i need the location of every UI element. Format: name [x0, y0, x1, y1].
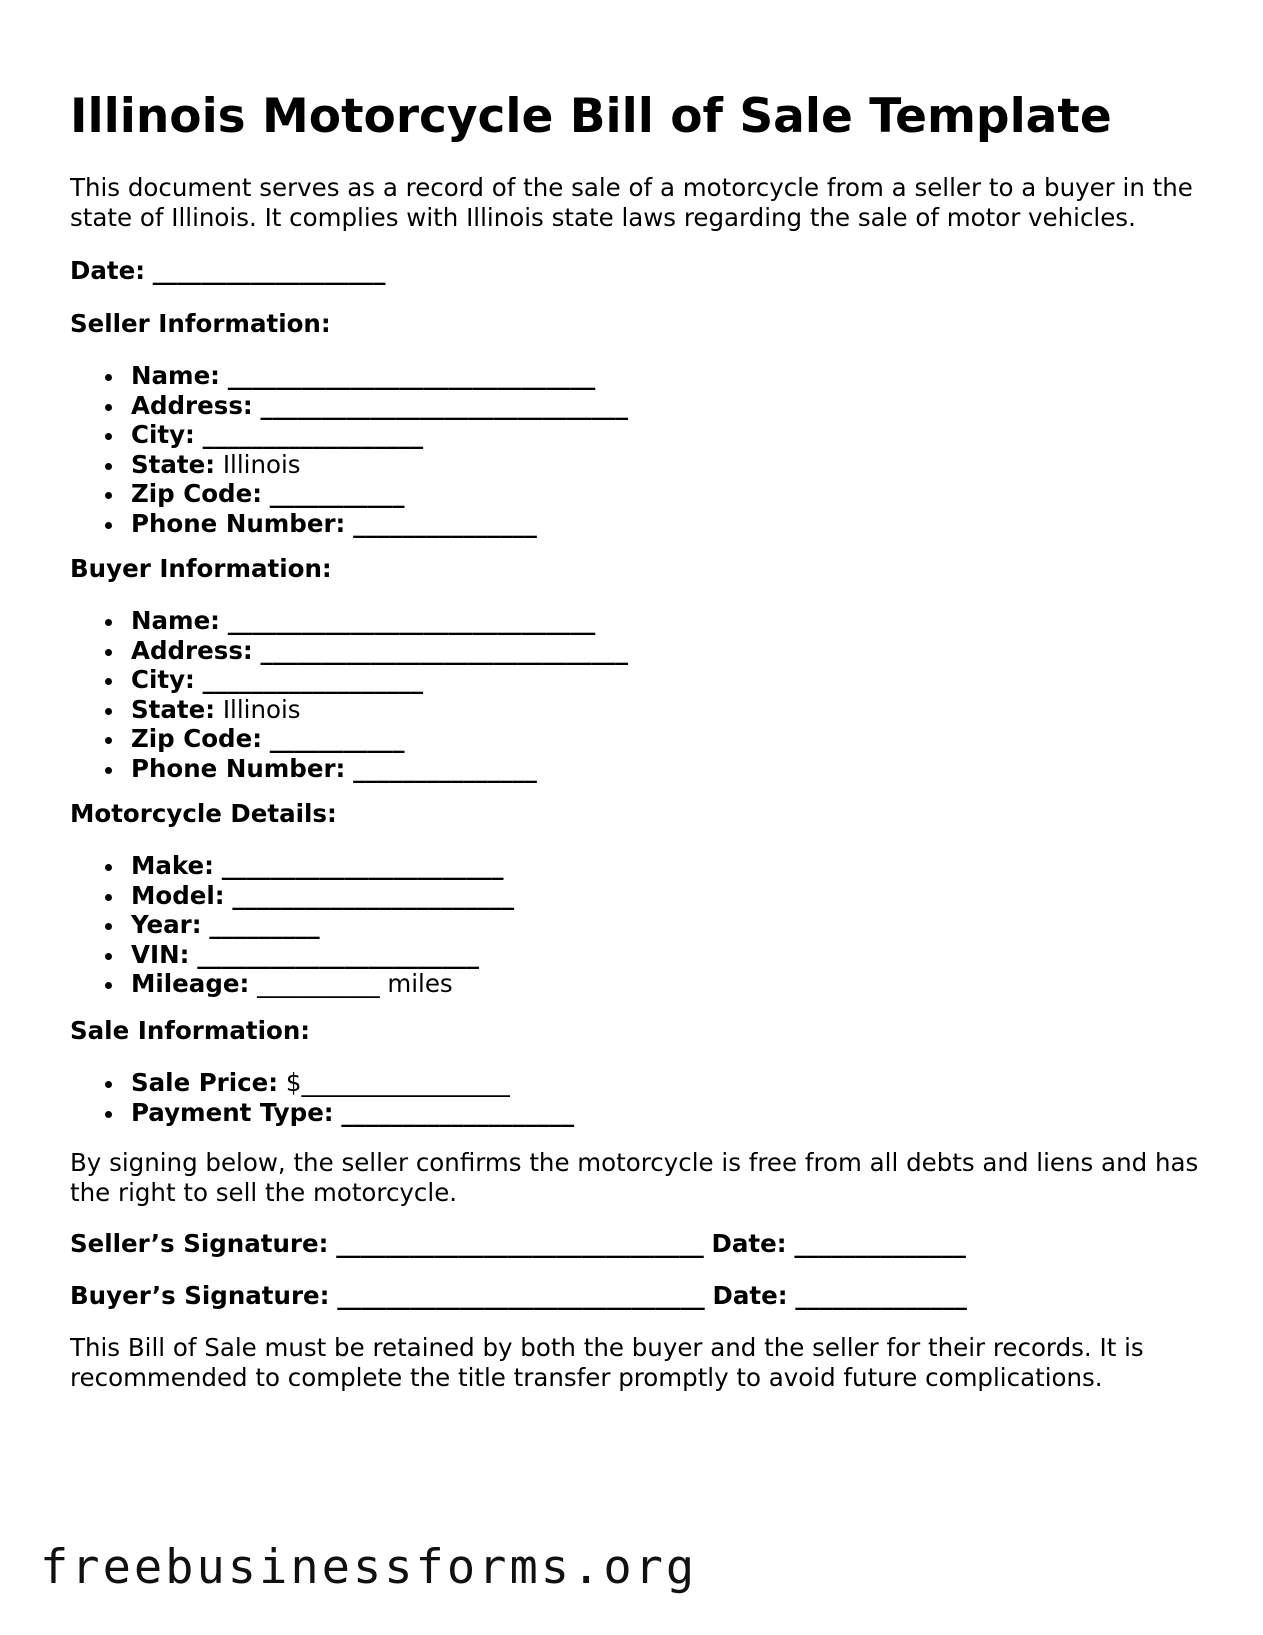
buyer-zip-blank[interactable]: ___________ [269, 724, 405, 753]
buyer-state-value: Illinois [222, 694, 301, 724]
field-label: City: [131, 665, 195, 694]
date-line [70, 256, 386, 286]
field-label: City: [131, 420, 195, 449]
seller-address-item [70, 391, 628, 421]
seller-state-item [70, 450, 628, 480]
seller-zip-item [70, 479, 628, 509]
field-label: Make: [131, 851, 214, 880]
buyer-signature-blank[interactable]: ______________________________ [337, 1281, 705, 1310]
motorcycle-list [70, 851, 514, 999]
closing-paragraph: This Bill of Sale must be retained by both the buyer and the seller for their records. It is recommended to complete the title transfer promptly to avoid future complications. [70, 1333, 1144, 1392]
buyer-signature-label: Buyer’s Signature: [70, 1281, 330, 1310]
make-blank[interactable]: _______________________ [221, 851, 504, 880]
motorcycle-heading: Motorcycle Details: [70, 799, 337, 828]
model-item [70, 881, 514, 911]
sale-price-blank[interactable]: $_________________ [285, 1068, 510, 1097]
buyer-signature-line [70, 1281, 967, 1311]
buyer-name-blank[interactable]: ______________________________ [227, 606, 596, 635]
buyer-heading: Buyer Information: [70, 554, 332, 583]
sale-price-item [70, 1068, 574, 1098]
seller-signature-date-label: Date: [711, 1229, 787, 1258]
buyer-zip-item [70, 724, 628, 754]
buyer-city-item [70, 665, 628, 695]
seller-city-item [70, 420, 628, 450]
confirmation-paragraph: By signing below, the seller confirms the motorcycle is free from all debts and liens and has the right to sell the motorcycle. [70, 1148, 1199, 1207]
field-label: Address: [131, 635, 253, 665]
field-label: State: [131, 694, 216, 724]
field-label: Phone Number: [131, 753, 346, 783]
mileage-item [70, 969, 514, 999]
buyer-list [70, 606, 628, 783]
vin-item [70, 940, 514, 970]
field-label: Name: [131, 606, 220, 635]
buyer-address-item [70, 636, 628, 666]
year-item [70, 910, 514, 940]
field-label: VIN: [131, 939, 190, 969]
seller-zip-blank[interactable]: ___________ [269, 479, 405, 508]
seller-name-item [70, 361, 628, 391]
field-label: Model: [131, 880, 225, 910]
seller-signature-line [70, 1229, 966, 1259]
page-title: Illinois Motorcycle Bill of Sale Template [70, 89, 1112, 144]
seller-list [70, 361, 628, 538]
seller-city-blank[interactable]: __________________ [202, 420, 424, 449]
date-blank[interactable]: ___________________ [152, 256, 386, 285]
buyer-phone-item [70, 754, 628, 784]
field-label: State: [131, 449, 216, 479]
buyer-phone-blank[interactable]: _______________ [353, 753, 537, 783]
seller-phone-item [70, 509, 628, 539]
seller-address-blank[interactable]: ______________________________ [260, 390, 628, 420]
field-label: Mileage: [131, 969, 250, 998]
intro-paragraph: This document serves as a record of the sale of a motorcycle from a seller to a buyer in the state of Illinois. It complies with Illinois state laws regarding the sale of motor vehicles. [70, 173, 1193, 232]
seller-state-value: Illinois [222, 449, 301, 479]
seller-name-blank[interactable]: ______________________________ [227, 361, 596, 390]
seller-signature-label: Seller’s Signature: [70, 1229, 329, 1258]
payment-type-blank[interactable]: ___________________ [341, 1097, 575, 1127]
sale-list [70, 1068, 574, 1127]
seller-heading: Seller Information: [70, 309, 331, 338]
site-watermark: freebusinessforms.org [40, 1540, 698, 1595]
model-blank[interactable]: _______________________ [232, 880, 515, 910]
field-label: Phone Number: [131, 508, 346, 538]
field-label: Year: [131, 910, 202, 939]
field-label: Name: [131, 361, 220, 390]
payment-type-item [70, 1098, 574, 1128]
field-label: Payment Type: [131, 1097, 334, 1127]
date-label: Date: [70, 256, 145, 285]
seller-signature-blank[interactable]: ______________________________ [336, 1229, 704, 1258]
sale-heading: Sale Information: [70, 1016, 311, 1045]
field-label: Zip Code: [131, 724, 262, 753]
year-blank[interactable]: _________ [209, 910, 320, 939]
buyer-signature-date-label: Date: [712, 1281, 788, 1310]
vin-blank[interactable]: _______________________ [197, 939, 479, 969]
seller-signature-date-blank[interactable]: ______________ [794, 1229, 966, 1258]
seller-phone-blank[interactable]: _______________ [353, 508, 537, 538]
buyer-signature-date-blank[interactable]: ______________ [795, 1281, 967, 1310]
field-label: Zip Code: [131, 479, 262, 508]
field-label: Address: [131, 390, 253, 420]
field-label: Sale Price: [131, 1068, 279, 1097]
buyer-state-item [70, 695, 628, 725]
mileage-blank[interactable]: __________ miles [257, 969, 453, 998]
buyer-name-item [70, 606, 628, 636]
buyer-address-blank[interactable]: ______________________________ [260, 635, 628, 665]
make-item [70, 851, 514, 881]
buyer-city-blank[interactable]: __________________ [202, 665, 424, 694]
